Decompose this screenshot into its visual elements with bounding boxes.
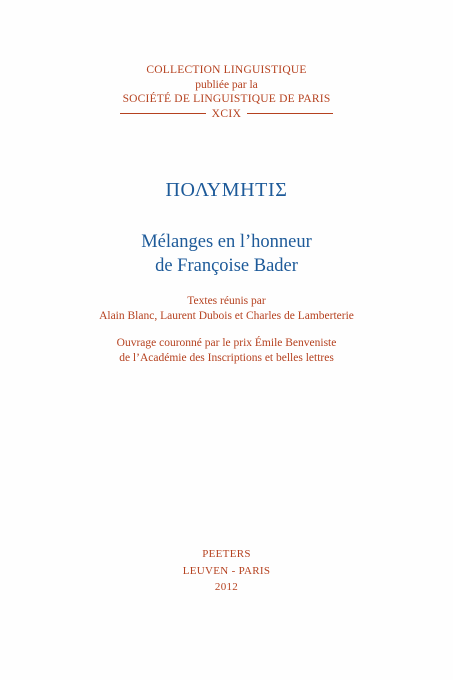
editors-label: Textes réunis par bbox=[187, 295, 266, 307]
publication-year: 2012 bbox=[214, 581, 239, 593]
prize-block bbox=[0, 336, 453, 365]
greek-title: ΠΟΛΥΜΗΤΙΣ bbox=[165, 179, 288, 201]
editors-block bbox=[0, 294, 453, 323]
publisher-block bbox=[0, 546, 453, 596]
prize-line-1: Ouvrage couronné par le prix Émile Benveniste bbox=[116, 337, 337, 349]
volume-number: XCIX bbox=[211, 107, 242, 120]
series-header bbox=[0, 63, 453, 121]
right-rule bbox=[247, 113, 333, 114]
subtitle-line-1: Mélanges en l’honneur bbox=[141, 232, 312, 252]
left-rule bbox=[120, 113, 206, 114]
published-by-text: publiée par la bbox=[195, 78, 258, 91]
publisher-place: LEUVEN - PARIS bbox=[182, 564, 271, 577]
publisher-name: PEETERS bbox=[202, 548, 251, 560]
volume-row bbox=[0, 107, 453, 122]
prize-line-2: de l’Académie des Inscriptions et belles lettres bbox=[119, 351, 334, 364]
subtitle bbox=[0, 230, 453, 278]
collection-name: COLLECTION LINGUISTIQUE bbox=[146, 64, 307, 76]
subtitle-line-2: de Françoise Bader bbox=[155, 256, 298, 276]
editors-names: Alain Blanc, Laurent Dubois et Charles de Lamberterie bbox=[99, 309, 354, 322]
society-name: SOCIÉTÉ DE LINGUISTIQUE DE PARIS bbox=[122, 93, 331, 105]
